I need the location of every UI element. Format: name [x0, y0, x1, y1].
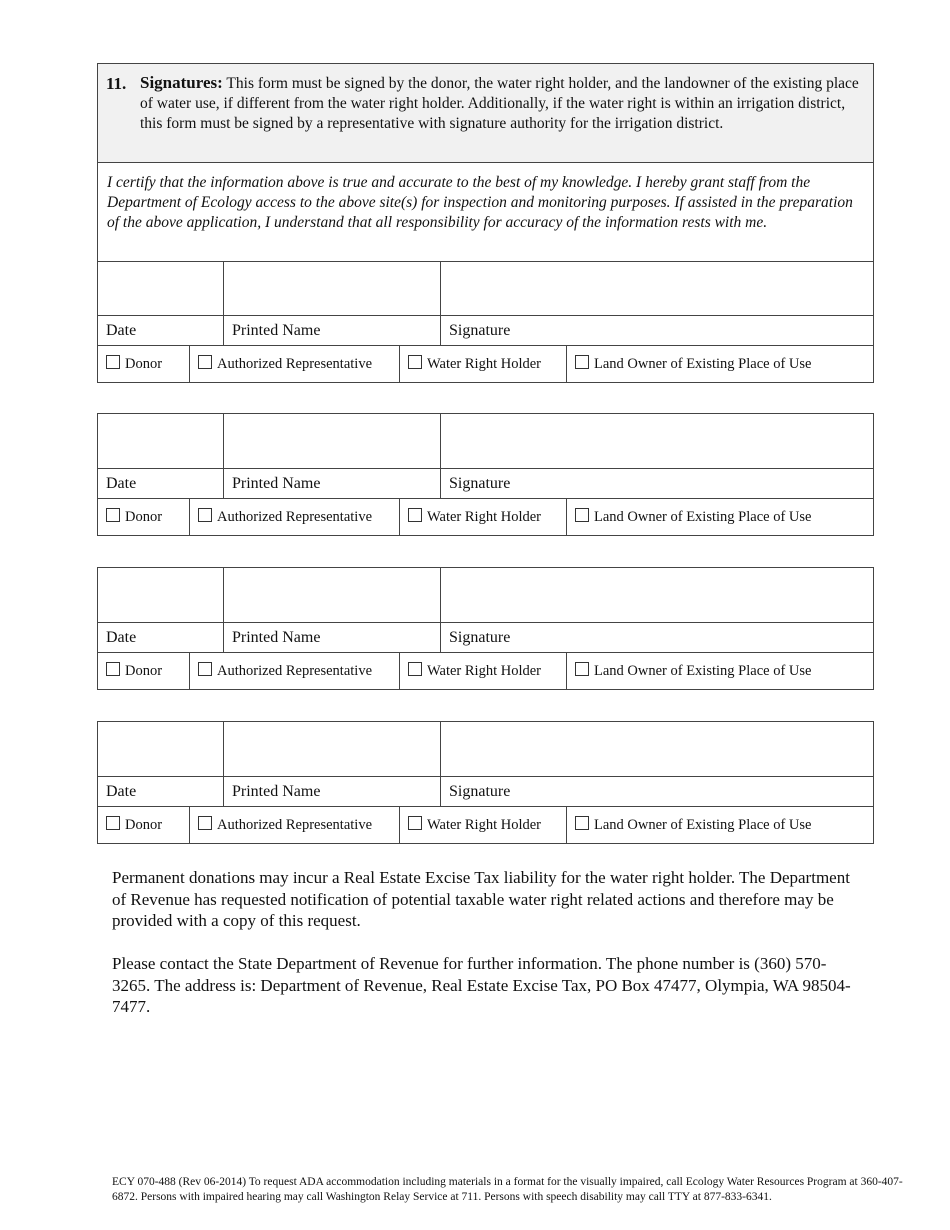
- date-field[interactable]: [98, 261, 224, 315]
- signature-field[interactable]: [441, 261, 873, 315]
- printed-name-label: Printed Name: [224, 469, 441, 498]
- date-field[interactable]: [98, 414, 224, 468]
- water-right-holder-option[interactable]: [400, 499, 567, 535]
- water-right-holder-label: Water Right Holder: [427, 509, 541, 525]
- signature-label-row: [98, 469, 873, 499]
- land-owner-checkbox[interactable]: [575, 355, 589, 369]
- authorized-rep-label: Authorized Representative: [217, 817, 373, 833]
- water-right-holder-checkbox[interactable]: [408, 662, 422, 676]
- printed-name-field[interactable]: [224, 414, 441, 468]
- donor-checkbox[interactable]: [106, 355, 120, 369]
- authorized-rep-option[interactable]: [190, 499, 400, 535]
- date-label: Date: [98, 777, 224, 806]
- role-checkbox-row: [98, 346, 873, 382]
- signature-field[interactable]: [441, 568, 873, 622]
- donor-label: Donor: [125, 817, 163, 833]
- signature-label-row: [98, 623, 873, 653]
- signature-label: Signature: [449, 783, 511, 800]
- land-owner-label: Land Owner of Existing Place of Use: [594, 356, 812, 372]
- donor-checkbox[interactable]: [106, 662, 120, 676]
- section-title: Signatures:: [140, 73, 223, 92]
- authorized-rep-option[interactable]: [190, 807, 400, 843]
- water-right-holder-checkbox[interactable]: [408, 816, 422, 830]
- section-text: This form must be signed by the donor, the water right holder, and the landowner of the existing place of water use, if different from the water right holder. Additionally, if the water right is within an irrigation district, this form must be signed by a representative with signature authority for the irrigation district.: [140, 75, 859, 132]
- water-right-holder-option[interactable]: [400, 346, 567, 382]
- water-right-holder-label: Water Right Holder: [427, 356, 541, 372]
- land-owner-label: Land Owner of Existing Place of Use: [594, 509, 812, 525]
- signature-label: Signature: [449, 629, 511, 646]
- authorized-rep-checkbox[interactable]: [198, 816, 212, 830]
- role-checkbox-row: [98, 499, 873, 535]
- date-field[interactable]: [98, 722, 224, 776]
- contact-notice: Please contact the State Department of Revenue for further information. The phone number is (360) 570-3265. The address is: Department of Revenue, Real Estate Excise Tax, PO Box 47477, Olympia, WA 98504-7477.: [112, 954, 851, 1016]
- section-instructions: [140, 73, 861, 134]
- land-owner-option[interactable]: [567, 653, 873, 689]
- signature-input-row: [98, 261, 873, 316]
- land-owner-label: Land Owner of Existing Place of Use: [594, 817, 812, 833]
- water-right-holder-option[interactable]: [400, 807, 567, 843]
- water-right-holder-label: Water Right Holder: [427, 663, 541, 679]
- signature-block-2: [97, 413, 874, 536]
- land-owner-checkbox[interactable]: [575, 816, 589, 830]
- signature-input-row: [98, 722, 873, 777]
- signature-block-3: [97, 567, 874, 690]
- land-owner-option[interactable]: [567, 346, 873, 382]
- authorized-rep-label: Authorized Representative: [217, 509, 373, 525]
- donor-option[interactable]: [98, 653, 190, 689]
- date-label: Date: [98, 316, 224, 345]
- signature-label-row: [98, 777, 873, 807]
- donor-checkbox[interactable]: [106, 816, 120, 830]
- role-checkbox-row: [98, 653, 873, 689]
- water-right-holder-checkbox[interactable]: [408, 508, 422, 522]
- land-owner-option[interactable]: [567, 499, 873, 535]
- printed-name-field[interactable]: [224, 568, 441, 622]
- date-field[interactable]: [98, 568, 224, 622]
- role-checkbox-row: [98, 807, 873, 843]
- authorized-rep-option[interactable]: [190, 346, 400, 382]
- authorized-rep-label: Authorized Representative: [217, 663, 373, 679]
- signature-input-row: [98, 414, 873, 469]
- signature-label-row: [98, 316, 873, 346]
- section-header: [98, 64, 873, 163]
- signature-block-4: [97, 721, 874, 844]
- signature-label: Signature: [449, 322, 511, 339]
- water-right-holder-label: Water Right Holder: [427, 817, 541, 833]
- printed-name-label: Printed Name: [224, 623, 441, 652]
- authorized-rep-checkbox[interactable]: [198, 662, 212, 676]
- signatures-section: [97, 63, 874, 262]
- land-owner-checkbox[interactable]: [575, 508, 589, 522]
- authorized-rep-checkbox[interactable]: [198, 355, 212, 369]
- signature-block-1: [97, 261, 874, 383]
- land-owner-label: Land Owner of Existing Place of Use: [594, 663, 812, 679]
- printed-name-label: Printed Name: [224, 316, 441, 345]
- tax-notice: Permanent donations may incur a Real Estate Excise Tax liability for the water right holder. The Department of Revenue has requested notification of potential taxable water right related actions and therefore may be provided with a copy of this request.: [112, 868, 850, 930]
- printed-name-field[interactable]: [224, 261, 441, 315]
- land-owner-option[interactable]: [567, 807, 873, 843]
- donor-option[interactable]: [98, 346, 190, 382]
- signature-label: Signature: [449, 475, 511, 492]
- land-owner-checkbox[interactable]: [575, 662, 589, 676]
- donor-option[interactable]: [98, 499, 190, 535]
- donor-label: Donor: [125, 509, 163, 525]
- section-number: 11.: [106, 74, 127, 93]
- donor-checkbox[interactable]: [106, 508, 120, 522]
- authorized-rep-checkbox[interactable]: [198, 508, 212, 522]
- form-footer: ECY 070-488 (Rev 06-2014) To request ADA accommodation including materials in a format for the visually impaired, call Ecology Water Resources Program at 360-407-6872. Persons with impaired hearing may call Washington Relay Service at 711. Persons with speech disability may call TTY at 877-833-6341.: [112, 1176, 903, 1203]
- signature-field[interactable]: [441, 722, 873, 776]
- water-right-holder-checkbox[interactable]: [408, 355, 422, 369]
- printed-name-field[interactable]: [224, 722, 441, 776]
- signature-field[interactable]: [441, 414, 873, 468]
- date-label: Date: [98, 623, 224, 652]
- certification-statement: I certify that the information above is true and accurate to the best of my knowledge. I hereby grant staff from the Department of Ecology access to the above site(s) for inspection and monitoring purposes. If assisted in the preparation of the above application, I understand that all responsibility for accuracy of the information rests with me.: [107, 174, 853, 231]
- donor-label: Donor: [125, 663, 163, 679]
- water-right-holder-option[interactable]: [400, 653, 567, 689]
- date-label: Date: [98, 469, 224, 498]
- authorized-rep-option[interactable]: [190, 653, 400, 689]
- authorized-rep-label: Authorized Representative: [217, 356, 373, 372]
- printed-name-label: Printed Name: [224, 777, 441, 806]
- donor-option[interactable]: [98, 807, 190, 843]
- donor-label: Donor: [125, 356, 163, 372]
- signature-input-row: [98, 568, 873, 623]
